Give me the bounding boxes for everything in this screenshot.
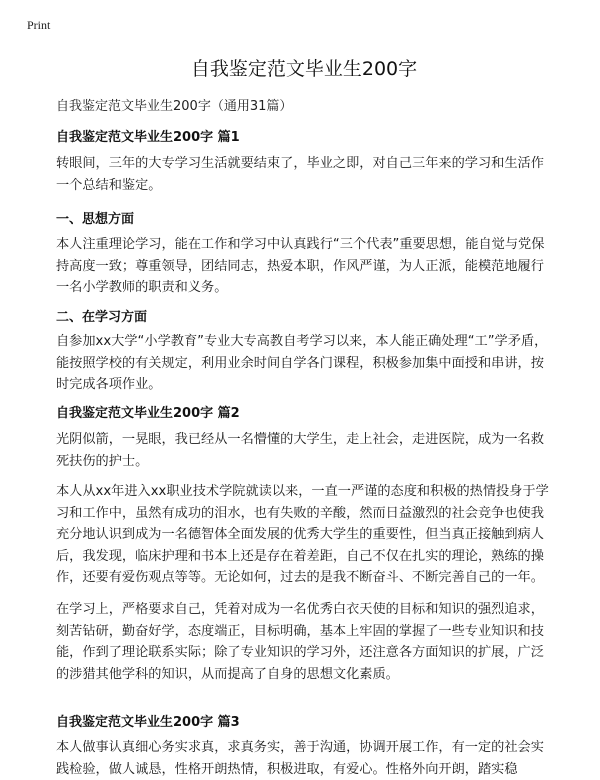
section-heading-1: 自我鉴定范文毕业生200字 篇1 [56, 130, 240, 145]
section-heading-2: 自我鉴定范文毕业生200字 篇2 [56, 406, 240, 421]
paragraph-2c: 在学习上，严格要求自己，凭着对成为一名优秀白衣天使的目标和知识的强烈追求，刻苦钻研，勤奋好学，态度端正，目标明确，基本上牢固的掌握了一些专业知识和技能，作到了理论联系实际；除了专业知识的学习外，还注意各方面知识的扩展，广泛的涉猎其他学科的知识，从而提高了自身的思想文化素质。 [56, 602, 544, 682]
paragraph-ideology: 本人注重理论学习，能在工作和学习中认真践行“三个代表”重要思想，能自觉与党保持高度一致；尊重领导，团结同志，热爱本职，作风严谨，为人正派，能模范地履行一名小学教师的职责和义务。 [56, 237, 545, 295]
section-heading-ideology: 一、思想方面 [56, 212, 135, 227]
print-label: Print [27, 18, 51, 32]
paragraph-1: 转眼间，三年的大专学习生活就要结束了，毕业之即，对自己三年来的学习和生活作一个总结和鉴定。 [56, 156, 544, 193]
paragraph-3: 本人做事认真细心务实求真，求真务实，善于沟通，协调开展工作，有一定的社会实践检验，做人诚恳，性格开朗热情，积极进取，有爱心。性格外向开朗，踏实稳 [56, 740, 544, 777]
paragraph-study: 自参加xx大学“小学教育”专业大专高教自考学习以来，本人能正确处理“工”学矛盾，能按照学校的有关规定，利用业余时间自学各门课程，积极参加集中面授和串讲，按时完成各项作业。 [56, 334, 548, 392]
section-heading-3: 自我鉴定范文毕业生200字 篇3 [56, 715, 240, 730]
section-heading-study: 二、在学习方面 [56, 310, 148, 325]
document-title: 自我鉴定范文毕业生200字 [190, 58, 418, 80]
paragraph-2a: 光阴似箭，一晃眼，我已经从一名懵懂的大学生，走上社会，走进医院，成为一名救死扶伤的护士。 [56, 432, 544, 469]
document-subtitle: 自我鉴定范文毕业生200字（通用31篇） [56, 99, 293, 114]
paragraph-2b: 本人从xx年进入xx职业技术学院就读以来，一直一严谨的态度和积极的热情投身于学习和工作中，虽然有成功的泪水，也有失败的辛酸，然而日益激烈的社会竞争也使我充分地认识到成为一名德智体全面发展的优秀大学生的重要性，但当真正接触到病人后，我发现，临床护理和书本上还是存在着差距，自己不仅在扎实的理论，熟练的操作，还要有爱伤观点等等。无论如何，过去的是我不断奋斗、不断完善自己的一年。 [56, 484, 549, 585]
